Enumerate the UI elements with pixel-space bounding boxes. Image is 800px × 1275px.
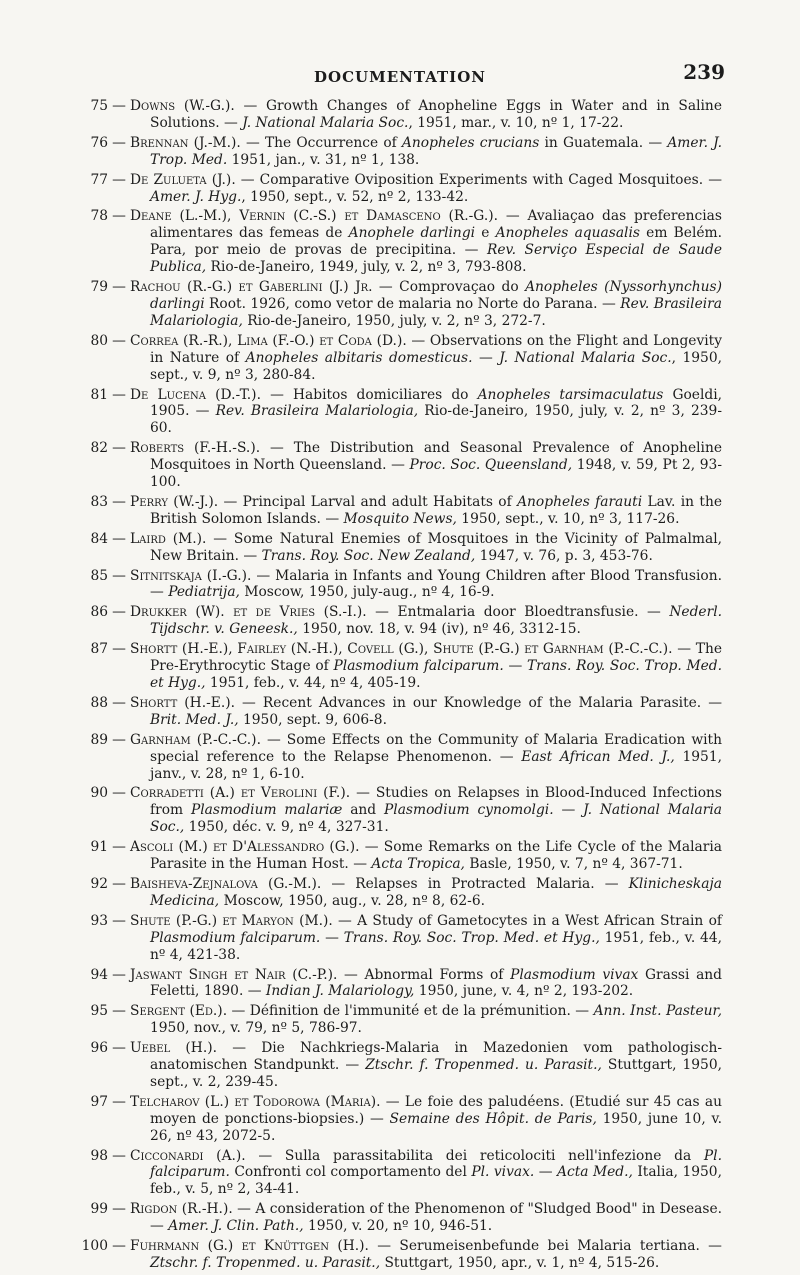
entry-number: 78 — [90, 208, 108, 225]
entry-dash: — — [112, 875, 126, 892]
entry-authors: Uebel (H.). — [130, 1040, 217, 1057]
bibliography-entry — [70, 1201, 722, 1235]
entry-number: 95 — [90, 1003, 108, 1020]
entry-authors: Drukker (W). et de Vries (S.-I.). — [130, 604, 367, 621]
page-number: 239 — [683, 60, 725, 84]
entry-authors: Cicconardi (A.). — [130, 1147, 246, 1164]
page-header — [0, 60, 800, 90]
bibliography-entry — [70, 440, 722, 491]
entry-dash: — — [112, 1147, 126, 1164]
entry-number: 86 — [90, 604, 108, 621]
entry-italic: Anopheles aquasalis — [495, 225, 640, 242]
bibliography-entry — [70, 1238, 722, 1272]
entry-authors: Roberts (F.-H.-S.). — [130, 440, 261, 457]
bibliography-entry — [70, 967, 722, 1001]
entry-citation — [130, 1003, 722, 1037]
entry-dash: — — [112, 604, 126, 621]
entry-citation — [130, 387, 722, 438]
entry-citation — [130, 208, 722, 276]
entry-italic: Anopheles crucians — [401, 134, 540, 151]
entry-text: 1950, nov. 18, v. 94 (iv), nº 46, 3312-15. — [297, 621, 581, 638]
entry-italic: East African Med. J., — [521, 748, 675, 765]
bibliography-entry — [70, 1148, 722, 1199]
entry-citation — [130, 1238, 722, 1272]
entry-authors: Baisheva-Zejnalova (G.-M.). — [130, 875, 322, 892]
entry-text: 1950, nov., v. 79, nº 5, 786-97. — [150, 1020, 362, 1037]
entry-number: 76 — [90, 134, 108, 151]
bibliography-entry — [70, 279, 722, 330]
entry-dash: — — [112, 839, 126, 856]
entry-italic: Klinicheskaja Medicina, — [150, 875, 722, 909]
entry-number: 91 — [90, 839, 108, 856]
entry-number: 81 — [90, 386, 108, 403]
entry-number: 88 — [90, 694, 108, 711]
entry-italic: Pl. vivax. — [471, 1164, 535, 1181]
entry-number: 98 — [90, 1147, 108, 1164]
entry-italic: Anophele darlingi — [348, 225, 476, 242]
entry-number: 79 — [90, 279, 108, 296]
entry-dash: — — [112, 1093, 126, 1110]
entry-dash: — — [112, 134, 126, 151]
entry-text: 1951, jan., v. 31, nº 1, 138. — [227, 151, 420, 168]
entry-dash: — — [112, 1201, 126, 1218]
bibliography-entry — [70, 1094, 722, 1145]
entry-number: 84 — [90, 530, 108, 547]
entry-dash: — — [112, 694, 126, 711]
entry-text: — Some Effects on the Community of Malaria Eradication with special reference to the Relapse Phenomenon. — — [150, 731, 722, 765]
entry-number: 94 — [90, 966, 108, 983]
entry-text: 1950, sept., v. 10, nº 3, 117-26. — [456, 510, 680, 527]
entry-citation — [130, 967, 722, 1001]
bibliography-entry — [70, 172, 722, 206]
entry-citation — [130, 172, 722, 206]
entry-text: , 1951, mar., v. 10, nº 1, 17-22. — [408, 114, 624, 131]
entry-text: Lav. in the British Solomon Islands. — — [150, 493, 723, 527]
entry-text: — The Distribution and Seasonal Prevalence of Anopheline Mosquitoes in North Queensland. — — [150, 440, 722, 474]
entry-text: — — [553, 802, 584, 819]
entry-authors: Laird (M.). — [130, 530, 207, 547]
entry-text: — Some Remarks on the Life Cycle of the Malaria Parasite in the Human Host. — — [150, 839, 722, 873]
entry-text: Basle, 1950, v. 7, nº 4, 367-71. — [464, 856, 683, 873]
entry-text: — Observations on the Flight and Longevity in Nature of — [150, 332, 722, 366]
entry-dash: — — [112, 279, 126, 296]
bibliography-entry — [70, 839, 722, 873]
entry-text: — Comprovaçao do — [372, 279, 526, 296]
bibliography-entry — [70, 604, 722, 638]
entry-text: Moscow, 1950, aug., v. 28, nº 8, 62-6. — [219, 892, 485, 909]
entry-text: — — [472, 349, 500, 366]
entry-number: 97 — [90, 1093, 108, 1110]
entry-text: — Avaliaçao das preferencias alimentares das femeas de — [150, 208, 722, 242]
bibliography-entry — [70, 333, 722, 384]
entry-number: 99 — [90, 1201, 108, 1218]
entry-dash: — — [112, 332, 126, 349]
entry-dash: — — [112, 98, 126, 114]
entry-citation — [130, 531, 722, 565]
entry-text: — Sulla parassitabilita dei reticolociti nell'infezione da — [245, 1147, 704, 1164]
entry-text: — The Occurrence of — [240, 134, 402, 151]
bibliography-entry — [70, 494, 722, 528]
entry-citation — [130, 1094, 722, 1145]
entry-italic: Amer. J. Trop. Med. — [150, 134, 723, 168]
entry-dash: — — [112, 440, 126, 457]
entry-dash: — — [112, 641, 126, 658]
entry-text: 1951, feb., v. 44, nº 4, 421-38. — [150, 929, 722, 963]
entry-citation — [130, 785, 722, 836]
entry-number: 89 — [90, 731, 108, 748]
bibliography-entry — [70, 732, 722, 783]
entry-text: — Relapses in Protracted Malaria. — — [321, 875, 629, 892]
entry-number: 85 — [90, 567, 108, 584]
entry-citation — [130, 641, 722, 692]
entry-citation — [130, 604, 722, 638]
entry-citation — [130, 1040, 722, 1091]
entry-dash: — — [112, 567, 126, 584]
entry-text: 1950, june 10, v. 26, nº 43, 2072-5. — [150, 1110, 722, 1144]
entry-dash: — — [112, 530, 126, 547]
entry-text: — Abnormal Forms of — [337, 966, 511, 983]
entry-italic: Trans. Roy. Soc. New Zealand, — [261, 547, 476, 564]
entry-authors: Telcharov (L.) et Todorowa (Maria). — [130, 1093, 381, 1110]
entry-italic: Semaine des Hôpit. de Paris, — [389, 1110, 597, 1127]
entry-text: Stuttgart, 1950, apr., v. 1, nº 4, 515-26. — [380, 1255, 660, 1271]
entry-text: — Définition de l'immunité et de la prémunition. — — [227, 1003, 594, 1020]
entry-text: e — [475, 225, 496, 242]
entry-text: — — [534, 1164, 558, 1181]
bibliography-entry — [70, 1040, 722, 1091]
entry-text: Grassi and Feletti, 1890. — — [150, 966, 723, 1000]
entry-italic: Acta Med., — [557, 1164, 633, 1181]
entry-dash: — — [112, 1238, 126, 1255]
entry-citation — [130, 732, 722, 783]
entry-dash: — — [112, 785, 126, 802]
bibliography-entry — [70, 876, 722, 910]
entry-text: — Le foie des paludéens. (Etudié sur 45 cas au moyen de ponctions-biopsies.) — — [150, 1093, 722, 1127]
entry-italic: Pl. falciparum. — [150, 1147, 722, 1181]
bibliography-entry — [70, 98, 722, 132]
entry-citation — [130, 494, 722, 528]
entry-text: — — [320, 929, 344, 946]
running-head: DOCUMENTATION — [314, 68, 486, 86]
entry-number: 90 — [90, 785, 108, 802]
bibliography-entry — [70, 208, 722, 276]
entry-text: em Belém. Para, por meio de provas de precipitina. — — [150, 225, 722, 259]
entry-italic: Trans. Roy. Soc. Trop. Med. et Hyg., — [343, 929, 600, 946]
entry-authors: Sergent (Ed.). — [130, 1003, 228, 1020]
entry-citation — [130, 1148, 722, 1199]
entry-italic: Anopheles tarsimaculatus — [477, 386, 664, 403]
entry-text: Moscow, 1950, july-aug., nº 4, 16-9. — [239, 584, 495, 601]
entry-text: — — [503, 658, 527, 675]
entry-text: — Growth Changes of Anopheline Eggs in Water and in Saline Solutions. — — [150, 98, 722, 131]
entry-authors: Rachou (R.-G.) et Gaberlini (J.) Jr. — [130, 279, 373, 296]
entry-text: Confronti col comportamento del — [229, 1164, 472, 1181]
entry-authors: Garnham (P.-C.-C.). — [130, 731, 261, 748]
entry-dash: — — [112, 1040, 126, 1057]
entry-authors: Sitnitskaja (I.-G.). — [130, 567, 252, 584]
entry-citation — [130, 135, 722, 169]
bibliography-entry — [70, 531, 722, 565]
entry-text: Italia, 1950, feb., v. 5, nº 2, 34-41. — [150, 1164, 722, 1198]
entry-dash: — — [112, 966, 126, 983]
entry-dash: — — [112, 386, 126, 403]
entry-italic: J. National Malaria Soc. — [242, 114, 409, 131]
entry-text: 1950, v. 20, nº 10, 946-51. — [303, 1218, 493, 1235]
entry-italic: Rev. Brasileira Malariologia, — [150, 295, 722, 329]
bibliography-entry — [70, 1003, 722, 1037]
entry-text: Rio-de-Janeiro, 1950, july, v. 2, nº 3, 272-7. — [242, 312, 546, 329]
entry-italic: Proc. Soc. Queensland, — [409, 457, 573, 474]
entry-number: 77 — [90, 171, 108, 188]
entry-italic: Rev. Brasileira Malariologia, — [215, 403, 419, 420]
entry-italic: Anopheles albitaris domesticus. — [245, 349, 473, 366]
entry-citation — [130, 839, 722, 873]
entry-text: — Serumeisenbefunde bei Malaria tertiana. — — [368, 1238, 722, 1255]
entry-text: — Recent Advances in our Knowledge of the Malaria Parasite. — — [235, 694, 723, 711]
entry-authors: Downs (W.-G.). — [130, 98, 235, 114]
entry-text: Rio-de-Janeiro, 1949, july, v. 2, nº 3, 793-808. — [206, 259, 527, 276]
entry-text: Stuttgart, 1950, sept., v. 2, 239-45. — [150, 1057, 723, 1090]
entry-italic: J. National Malaria Soc. — [499, 349, 672, 366]
entry-citation — [130, 876, 722, 910]
entry-authors: Shute (P.-G.) et Maryon (M.). — [130, 912, 333, 929]
entry-authors: Corradetti (A.) et Verolini (F.). — [130, 785, 351, 802]
entry-italic: Anopheles (Nyssorhynchus) darlingi — [150, 279, 723, 312]
bibliography-list — [70, 98, 722, 1275]
entry-number: 96 — [90, 1040, 108, 1057]
entry-dash: — — [112, 493, 126, 510]
entry-authors: Fuhrmann (G.) et Knüttgen (H.). — [130, 1238, 369, 1255]
bibliography-entry — [70, 135, 722, 169]
entry-italic: Plasmodium malariæ — [190, 802, 343, 819]
entry-dash: — — [112, 208, 126, 225]
entry-authors: Shortt (H.-E.), Fairley (N.-H.), Covell (G.), Shute (P.-G.) et Garnham (P.-C.-C.). — [130, 641, 673, 658]
entry-italic: Pediatrija, — [168, 584, 240, 601]
entry-text: — Principal Larval and adult Habitats of — [218, 493, 518, 510]
entry-authors: De Zulueta (J.). — [130, 171, 236, 188]
entry-citation — [130, 695, 722, 729]
bibliography-entry — [70, 387, 722, 438]
entry-dash: — — [112, 1003, 126, 1020]
entry-text: Rio-de-Janeiro, 1950, july, v. 2, nº 3, 239-60. — [150, 403, 722, 437]
entry-text: and — [342, 802, 384, 819]
entry-dash: — — [112, 912, 126, 929]
entry-italic: Nederl. Tijdschr. v. Geneesk., — [150, 604, 722, 638]
entry-italic: J. National Malaria Soc., — [150, 802, 722, 836]
entry-italic: Plasmodium falciparum. — [150, 929, 321, 946]
entry-text: Goeldi, 1905. — — [150, 386, 722, 420]
entry-authors: Correa (R.-R.), Lima (F.-O.) et Coda (D.). — [130, 332, 407, 349]
bibliography-entry — [70, 568, 722, 602]
entry-text: 1951, janv., v. 28, nº 1, 6-10. — [150, 748, 722, 782]
entry-text: 1948, v. 59, Pt 2, 93-100. — [150, 457, 722, 491]
bibliography-entry — [70, 641, 722, 692]
entry-authors: De Lucena (D.-T.). — [130, 386, 261, 403]
entry-italic: Brit. Med. J., — [150, 711, 239, 728]
entry-number: 93 — [90, 912, 108, 929]
entry-italic: Acta Tropica, — [371, 856, 465, 873]
entry-text: — Habitos domiciliares do — [260, 386, 478, 403]
bibliography-entry — [70, 785, 722, 836]
entry-italic: Plasmodium vivax — [510, 966, 639, 983]
entry-italic: Plasmodium falciparum. — [333, 658, 504, 675]
entry-italic: Ztschr. f. Tropenmed. u. Parasit., — [365, 1057, 602, 1074]
entry-authors: Rigdon (R.-H.). — [130, 1201, 233, 1218]
entry-text: — Comparative Oviposition Experiments with Caged Mosquitoes. — — [235, 171, 722, 188]
entry-authors: Perry (W.-J.). — [130, 493, 219, 510]
entry-number: 87 — [90, 641, 108, 658]
entry-text: 1947, v. 76, p. 3, 453-76. — [475, 547, 653, 564]
entry-italic: Ztschr. f. Tropenmed. u. Parasit., — [150, 1255, 381, 1271]
entry-italic: Mosquito News, — [343, 510, 457, 527]
entry-authors: Deane (L.-M.), Vernin (C.-S.) et Damasceno (R.-G.). — [130, 208, 498, 225]
entry-text: 1951, feb., v. 44, nº 4, 405-19. — [205, 675, 421, 691]
entry-text: 1950, sept. 9, 606-8. — [238, 711, 387, 728]
entry-authors: Ascoli (M.) et D'Alessandro (G.). — [130, 839, 360, 856]
entry-number: 75 — [90, 98, 108, 114]
entry-italic: Plasmodium cynomolgi. — [384, 802, 554, 819]
entry-citation — [130, 98, 722, 132]
entry-dash: — — [112, 731, 126, 748]
entry-authors: Jaswant Singh et Nair (C.-P.). — [130, 966, 338, 983]
entry-number: 82 — [90, 440, 108, 457]
entry-text: Root. 1926, como vetor de malaria no Norte do Parana. — — [204, 295, 621, 312]
entry-italic: Trans. Roy. Soc. Trop. Med. et Hyg., — [150, 658, 722, 691]
entry-number: 92 — [90, 875, 108, 892]
entry-text: 1950, déc. v. 9, nº 4, 327-31. — [184, 819, 389, 836]
entry-text: — Some Natural Enemies of Mosquitoes in the Vicinity of Palmalmal, New Britain. — — [150, 530, 722, 564]
entry-number: 83 — [90, 493, 108, 510]
entry-italic: Anopheles farauti — [517, 493, 643, 510]
entry-text: , 1950, sept., v. 9, nº 3, 280-84. — [150, 349, 722, 383]
entry-italic: Ann. Inst. Pasteur, — [593, 1003, 722, 1020]
entry-authors: Shortt (H.-E.). — [130, 694, 235, 711]
entry-text: — A consideration of the Phenomenon of "Sludged Bood" in Desease. — — [150, 1201, 723, 1235]
entry-italic: Amer. J. Clin. Path., — [168, 1218, 304, 1235]
entry-italic: Indian J. Malariology, — [265, 983, 415, 1000]
entry-italic: Rev. Serviço Especial de Saude Publica, — [150, 242, 723, 276]
entry-text: , 1950, sept., v. 52, nº 2, 133-42. — [241, 188, 469, 205]
entry-text: — A Study of Gametocytes in a West African Strain of — [332, 912, 722, 929]
entry-number: 80 — [90, 332, 108, 349]
bibliography-entry — [70, 913, 722, 964]
entry-text: — Malaria in Infants and Young Children after Blood Transfusion. — — [150, 567, 723, 601]
entry-citation — [130, 913, 722, 964]
entry-text: — The Pre-Erythrocytic Stage of — [150, 641, 722, 675]
entry-citation — [130, 568, 722, 602]
entry-italic: Amer. J. Hyg. — [150, 188, 242, 205]
entry-authors: Brennan (J.-M.). — [130, 134, 241, 151]
entry-text: — Die Nachkriegs-Malaria in Mazedonien vom pathologisch-anatomischen Standpunkt. — — [150, 1040, 723, 1074]
entry-text: — Studies on Relapses in Blood-Induced Infections from — [150, 785, 722, 819]
entry-text: 1950, june, v. 4, nº 2, 193-202. — [414, 983, 634, 1000]
entry-dash: — — [112, 171, 126, 188]
entry-number: 100 — [81, 1238, 108, 1255]
entry-citation — [130, 1201, 722, 1235]
entry-text: — Entmalaria door Bloedtransfusie. — — [366, 604, 670, 621]
entry-citation — [130, 279, 722, 330]
entry-citation — [130, 440, 722, 491]
bibliography-entry — [70, 695, 722, 729]
entry-text: in Guatemala. — — [539, 134, 668, 151]
entry-citation — [130, 333, 722, 384]
